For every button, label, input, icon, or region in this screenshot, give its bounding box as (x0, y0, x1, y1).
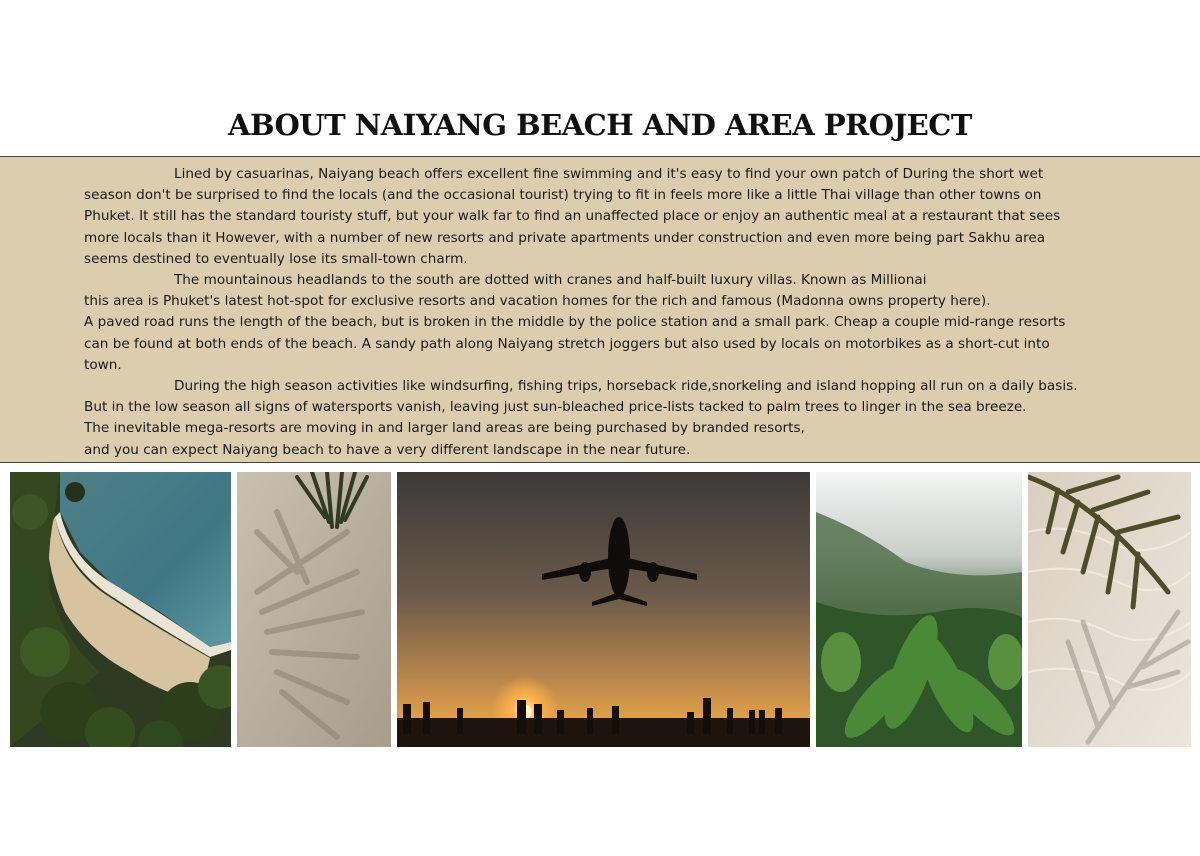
paragraph-line: and you can expect Naiyang beach to have a very different landscape in the near future. (84, 441, 691, 458)
aerial-beach-photo (10, 472, 231, 747)
paragraph-line: more locals than it However, with a number of new resorts and private apartments under construction and even more being part Sakhu area (84, 229, 1046, 246)
paragraph-line: Phuket. It still has the standard touristy stuff, but your walk far to find an unaffected place or enjoy an authentic meal at a restaurant that sees (84, 208, 1061, 225)
paragraph-line: The mountainous headlands to the south are dotted with cranes and half-built luxury villas. Known as Millionai (174, 272, 927, 289)
palm-leaf-water-photo (1028, 472, 1191, 747)
paragraph-line: town. (84, 356, 122, 373)
palm-shadow-photo (237, 472, 391, 747)
photo-strip (0, 472, 1200, 748)
paragraph-line: can be found at both ends of the beach. A sandy path along Naiyang stretch joggers but also used by locals on motorbikes as a short-cut into (84, 335, 1050, 352)
paragraph-line: During the high season activities like windsurfing, fishing trips, horseback ride,snorkeling and island hopping all run on a daily basis. (174, 378, 1078, 395)
paragraph-line: season don't be surprised to find the locals (and the occasional tourist) trying to fit in feels more like a little Thai village than other towns on (84, 187, 1042, 204)
description-panel (0, 156, 1200, 463)
paragraph-line: But in the low season all signs of watersports vanish, leaving just sun-bleached price-lists tacked to palm trees to linger in the sea breeze. (84, 399, 1027, 416)
page-title: ABOUT NAIYANG BEACH AND AREA PROJECT (228, 108, 972, 142)
paragraph-line: A paved road runs the length of the beach, but is broken in the middle by the police station and a small park. Cheap a couple mid-range resorts (84, 314, 1066, 331)
misty-jungle-photo (816, 472, 1022, 747)
paragraph-line: this area is Phuket's latest hot-spot for exclusive resorts and vacation homes for the rich and famous (Madonna owns property here). (84, 293, 991, 310)
paragraph-line: seems destined to eventually lose its small-town charm. (84, 250, 468, 267)
airplane-sunset-photo (397, 472, 810, 747)
paragraph-line: The inevitable mega-resorts are moving in and larger land areas are being purchased by branded resorts, (84, 420, 805, 437)
paragraph-line: Lined by casuarinas, Naiyang beach offers excellent fine swimming and it's easy to find your own patch of During the short wet (174, 166, 1044, 182)
